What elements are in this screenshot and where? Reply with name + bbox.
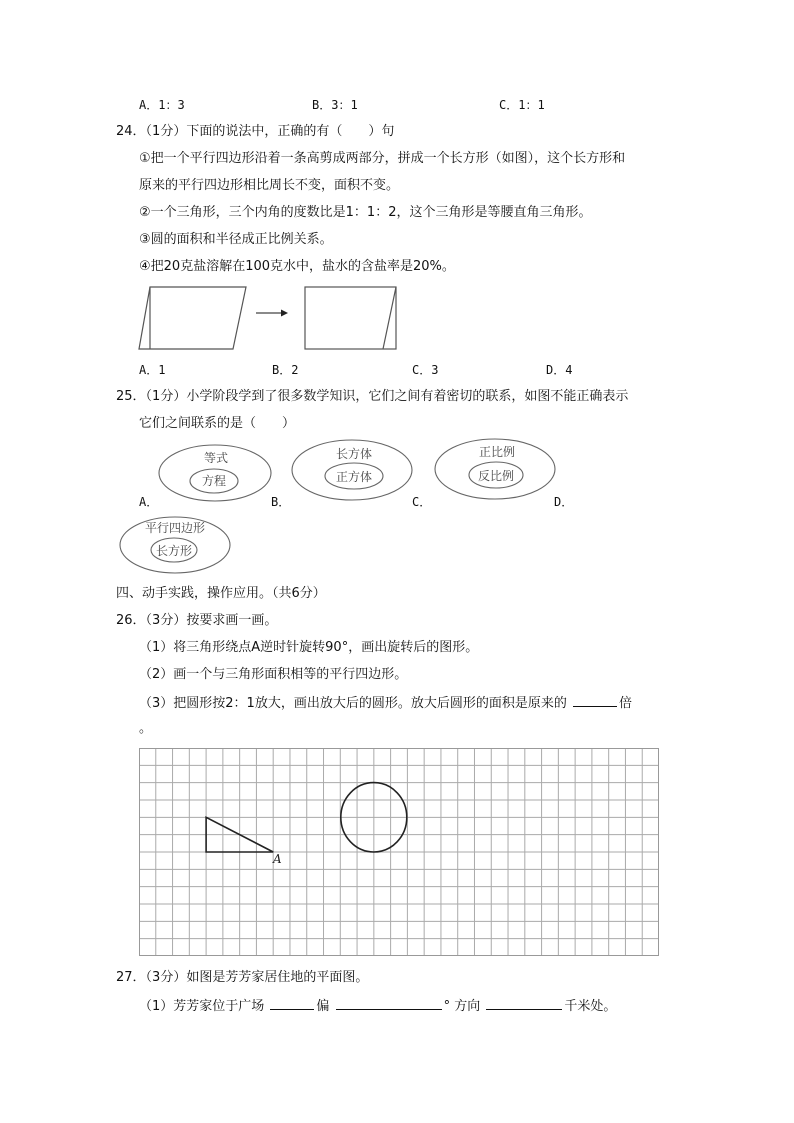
q26-part-3-suffix: 倍 bbox=[618, 696, 632, 711]
diagram-d-inner-label: 长方形 bbox=[155, 544, 193, 558]
diagram-b-outer-label: 长方体 bbox=[335, 447, 373, 461]
q24-statement-3: ③圆的面积和半径成正比例关系。 bbox=[139, 232, 333, 247]
q26-answer-blank[interactable] bbox=[573, 694, 617, 707]
q25-option-d: D． bbox=[554, 495, 574, 509]
q27-stem: 27．（3分）如图是芳芳家居住地的平面图。 bbox=[116, 970, 369, 985]
q25-option-c: C． bbox=[412, 495, 432, 509]
drawing-grid[interactable] bbox=[139, 748, 659, 956]
point-a-label: A bbox=[273, 852, 282, 866]
q23-option-b: B．3：1 bbox=[312, 98, 358, 112]
q24-option-a: A．1 bbox=[139, 363, 166, 377]
q26-part-3-text: （3）把圆形按2：1放大，画出放大后的圆形。放大后圆形的面积是原来的 bbox=[139, 696, 567, 711]
diagram-d-outer-label: 平行四边形 bbox=[144, 521, 206, 535]
q25-stem-line2: 它们之间联系的是（ ） bbox=[139, 416, 296, 431]
diagram-b-inner-label: 正方体 bbox=[335, 470, 373, 484]
q26-part-3 bbox=[139, 694, 632, 712]
diagram-c-outer-label: 正比例 bbox=[478, 445, 516, 459]
q26-part-1: （1）将三角形绕点A逆时针旋转90°，画出旋转后的图形。 bbox=[139, 640, 479, 655]
q26-stem: 26．（3分）按要求画一画。 bbox=[116, 613, 278, 628]
q27-blank-distance[interactable] bbox=[486, 997, 562, 1010]
section-4-title: 四、动手实践，操作应用。（共6分） bbox=[116, 586, 326, 601]
q27-text-c: ° 方向 bbox=[443, 999, 481, 1014]
q24-option-d: D．4 bbox=[546, 363, 573, 377]
q23-option-c: C．1：1 bbox=[499, 98, 545, 112]
q25-option-a: A． bbox=[139, 495, 159, 509]
q24-option-b: B．2 bbox=[272, 363, 299, 377]
q25-stem-line1: 25．（1分）小学阶段学到了很多数学知识，它们之间有着密切的联系，如图不能正确表示 bbox=[116, 389, 629, 404]
q24-stem: 24．（1分）下面的说法中，正确的有（ ）句 bbox=[116, 124, 395, 139]
q27-text-b: 偏 bbox=[316, 999, 330, 1014]
q24-statement-1-line1: ①把一个平行四边形沿着一条高剪成两部分，拼成一个长方形（如图），这个长方形和 bbox=[139, 151, 626, 166]
q27-text-d: 千米处。 bbox=[564, 999, 617, 1014]
diagram-c-inner-label: 反比例 bbox=[477, 469, 515, 483]
q24-option-c: C．3 bbox=[412, 363, 439, 377]
q27-text-a: （1）芳芳家位于广场 bbox=[139, 999, 265, 1014]
q26-part-3-end: 。 bbox=[139, 721, 153, 736]
q24-statement-2: ②一个三角形，三个内角的度数比是1：1：2，这个三角形是等腰直角三角形。 bbox=[139, 205, 592, 220]
q24-statement-1-line2: 原来的平行四边形相比周长不变，面积不变。 bbox=[139, 178, 400, 193]
q24-statement-4: ④把20克盐溶解在100克水中，盐水的含盐率是20%。 bbox=[139, 259, 455, 274]
diagram-a-inner-label: 方程 bbox=[201, 474, 227, 488]
q27-blank-direction[interactable] bbox=[270, 997, 314, 1010]
q27-part-1 bbox=[139, 997, 616, 1015]
q23-option-a: A．1：3 bbox=[139, 98, 185, 112]
q27-blank-angle[interactable] bbox=[336, 997, 442, 1010]
q26-part-2: （2）画一个与三角形面积相等的平行四边形。 bbox=[139, 667, 408, 682]
diagram-a-outer-label: 等式 bbox=[203, 451, 229, 465]
q25-option-b: B． bbox=[271, 495, 291, 509]
